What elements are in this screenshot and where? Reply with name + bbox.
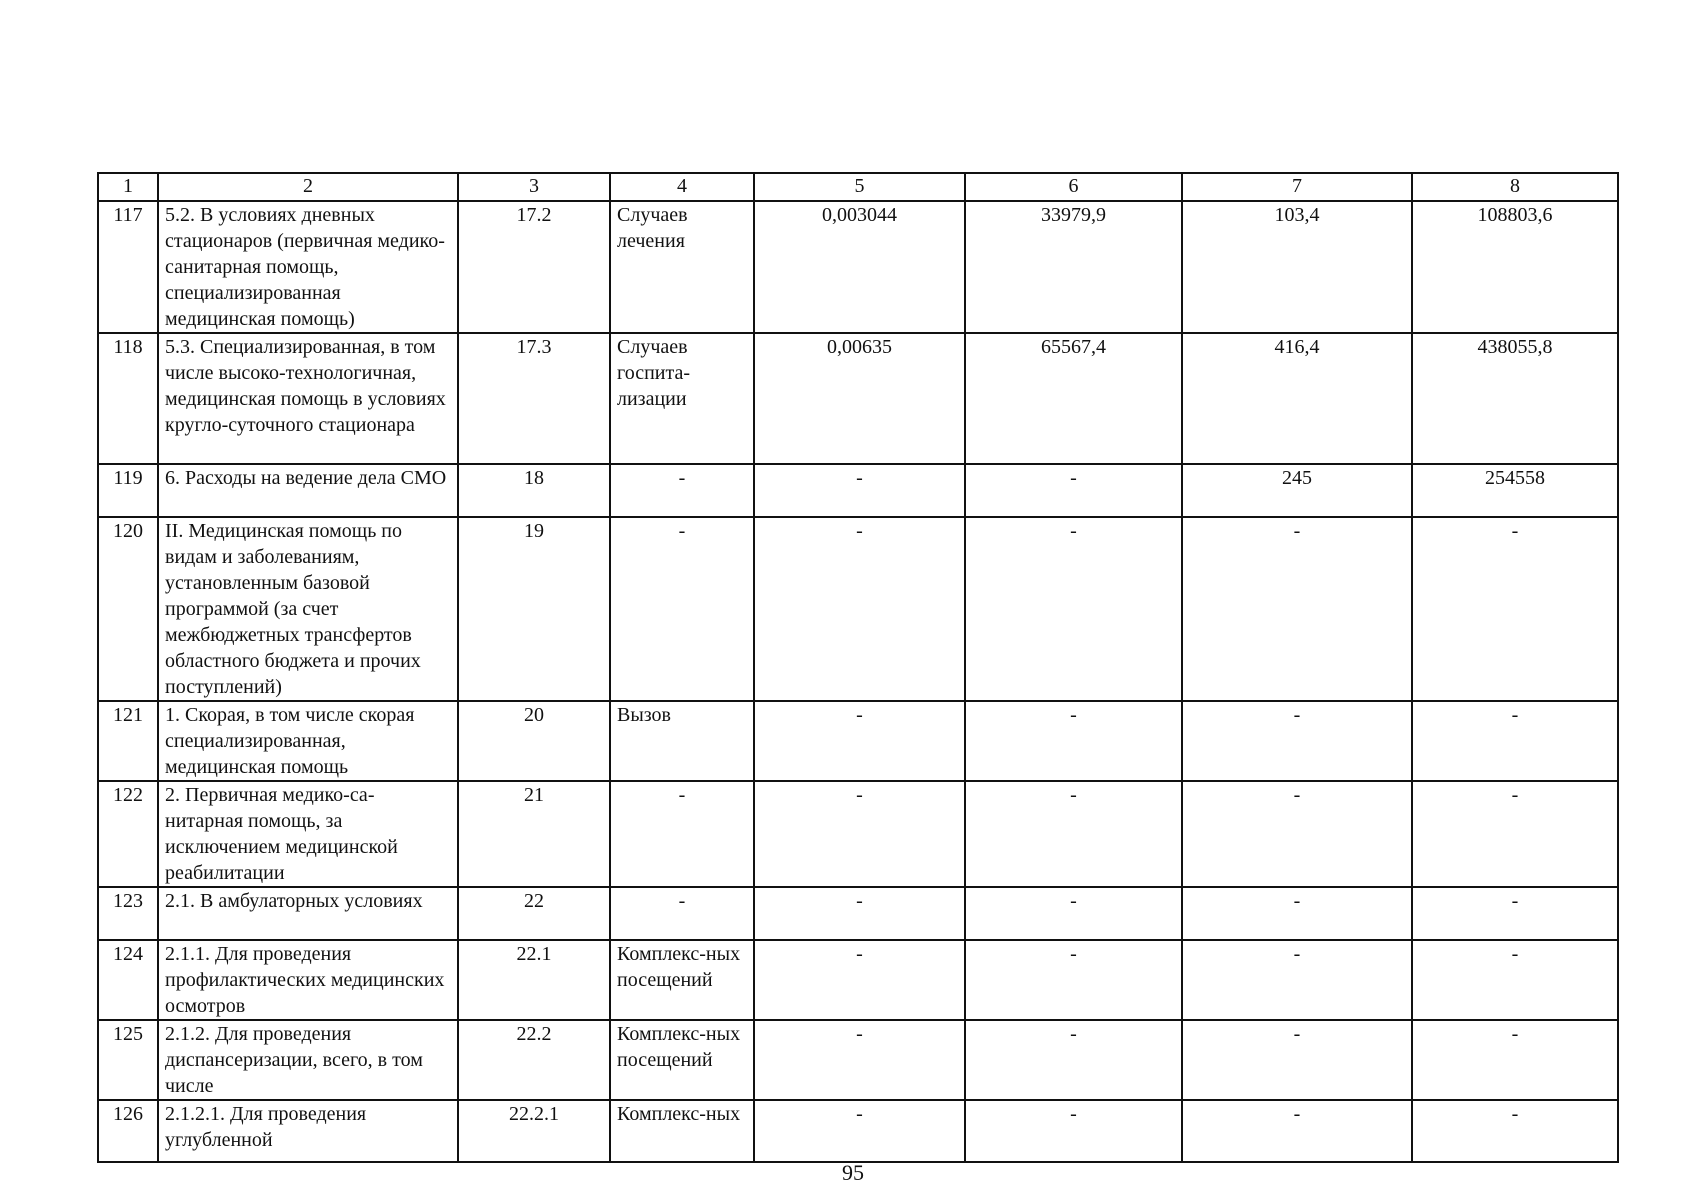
header-cell-3: 3 [458, 173, 610, 201]
header-cell-1: 1 [98, 173, 158, 201]
row-value-7: - [1182, 781, 1412, 887]
row-value-7: - [1182, 1100, 1412, 1162]
row-value-8: - [1412, 781, 1618, 887]
row-code: 19 [458, 517, 610, 701]
row-number: 118 [98, 333, 158, 464]
row-code: 21 [458, 781, 610, 887]
row-value-6: - [965, 517, 1182, 701]
header-cell-6: 6 [965, 173, 1182, 201]
row-code: 17.2 [458, 201, 610, 333]
header-cell-8: 8 [1412, 173, 1618, 201]
row-unit: Комплекс-ных [610, 1100, 754, 1162]
row-number: 126 [98, 1100, 158, 1162]
table-row [98, 333, 1618, 464]
row-name: 2.1.1. Для проведения профилактических медицинских осмотров [158, 940, 458, 1020]
row-name: 1. Скорая, в том числе скорая специализированная, медицинская помощь [158, 701, 458, 781]
row-value-7: - [1182, 701, 1412, 781]
row-value-5: - [754, 781, 965, 887]
table-row [98, 1020, 1618, 1100]
row-number: 121 [98, 701, 158, 781]
row-value-5: - [754, 701, 965, 781]
table-row [98, 940, 1618, 1020]
table-row [98, 701, 1618, 781]
table-row [98, 781, 1618, 887]
table-row [98, 464, 1618, 517]
row-value-8: 438055,8 [1412, 333, 1618, 464]
row-name: 5.3. Специализированная, в том числе высоко-технологичная, медицинская помощь в условиях кругло-суточного стационара [158, 333, 458, 464]
row-value-5: - [754, 517, 965, 701]
row-name: 2. Первичная медико-са-нитарная помощь, за исключением медицинской реабилитации [158, 781, 458, 887]
row-name: 2.1.2. Для проведения диспансеризации, всего, в том числе [158, 1020, 458, 1100]
row-value-5: - [754, 1020, 965, 1100]
header-cell-2: 2 [158, 173, 458, 201]
row-name: 2.1.2.1. Для проведения углубленной [158, 1100, 458, 1162]
row-number: 120 [98, 517, 158, 701]
row-value-5: - [754, 887, 965, 940]
row-code: 22.2 [458, 1020, 610, 1100]
table-row [98, 201, 1618, 333]
row-unit: - [610, 781, 754, 887]
row-value-6: - [965, 781, 1182, 887]
header-cell-5: 5 [754, 173, 965, 201]
row-value-8: - [1412, 701, 1618, 781]
row-value-5: - [754, 464, 965, 517]
row-value-6: 33979,9 [965, 201, 1182, 333]
table-row [98, 887, 1618, 940]
row-unit: Комплекс-ных посещений [610, 940, 754, 1020]
row-value-7: - [1182, 940, 1412, 1020]
row-value-7: 416,4 [1182, 333, 1412, 464]
row-value-8: - [1412, 887, 1618, 940]
row-value-7: - [1182, 1020, 1412, 1100]
row-unit: Случаев лечения [610, 201, 754, 333]
row-code: 18 [458, 464, 610, 517]
row-value-8: - [1412, 1020, 1618, 1100]
row-code: 22.2.1 [458, 1100, 610, 1162]
row-value-7: 245 [1182, 464, 1412, 517]
row-value-6: - [965, 887, 1182, 940]
row-value-7: 103,4 [1182, 201, 1412, 333]
table-header-row [98, 173, 1618, 201]
row-code: 17.3 [458, 333, 610, 464]
row-value-6: - [965, 701, 1182, 781]
row-value-8: - [1412, 940, 1618, 1020]
header-cell-7: 7 [1182, 173, 1412, 201]
row-unit: Случаев госпита-лизации [610, 333, 754, 464]
row-value-6: - [965, 1020, 1182, 1100]
row-unit: - [610, 464, 754, 517]
row-name: 6. Расходы на ведение дела СМО [158, 464, 458, 517]
data-table [97, 172, 1619, 1163]
row-value-7: - [1182, 887, 1412, 940]
row-value-8: - [1412, 1100, 1618, 1162]
row-number: 124 [98, 940, 158, 1020]
row-value-5: - [754, 1100, 965, 1162]
row-value-5: - [754, 940, 965, 1020]
row-unit: - [610, 887, 754, 940]
row-value-6: - [965, 1100, 1182, 1162]
row-code: 22.1 [458, 940, 610, 1020]
row-unit: Вызов [610, 701, 754, 781]
row-value-6: 65567,4 [965, 333, 1182, 464]
row-unit: Комплекс-ных посещений [610, 1020, 754, 1100]
table-row [98, 517, 1618, 701]
page-number: 95 [842, 1160, 864, 1185]
row-number: 122 [98, 781, 158, 887]
row-value-8: - [1412, 517, 1618, 701]
row-value-5: 0,003044 [754, 201, 965, 333]
row-code: 22 [458, 887, 610, 940]
row-value-8: 108803,6 [1412, 201, 1618, 333]
row-value-5: 0,00635 [754, 333, 965, 464]
row-code: 20 [458, 701, 610, 781]
row-name: 5.2. В условиях дневных стационаров (первичная медико-санитарная помощь, специализированная медицинская помощь) [158, 201, 458, 333]
row-unit: - [610, 517, 754, 701]
row-value-7: - [1182, 517, 1412, 701]
row-number: 123 [98, 887, 158, 940]
row-number: 119 [98, 464, 158, 517]
row-number: 117 [98, 201, 158, 333]
row-name: 2.1. В амбулаторных условиях [158, 887, 458, 940]
header-cell-4: 4 [610, 173, 754, 201]
row-value-6: - [965, 464, 1182, 517]
row-number: 125 [98, 1020, 158, 1100]
row-name: II. Медицинская помощь по видам и заболеваниям, установленным базовой программой (за счет межбюджетных трансфертов областного бюджета и прочих поступлений) [158, 517, 458, 701]
row-value-6: - [965, 940, 1182, 1020]
row-value-8: 254558 [1412, 464, 1618, 517]
table-row [98, 1100, 1618, 1162]
